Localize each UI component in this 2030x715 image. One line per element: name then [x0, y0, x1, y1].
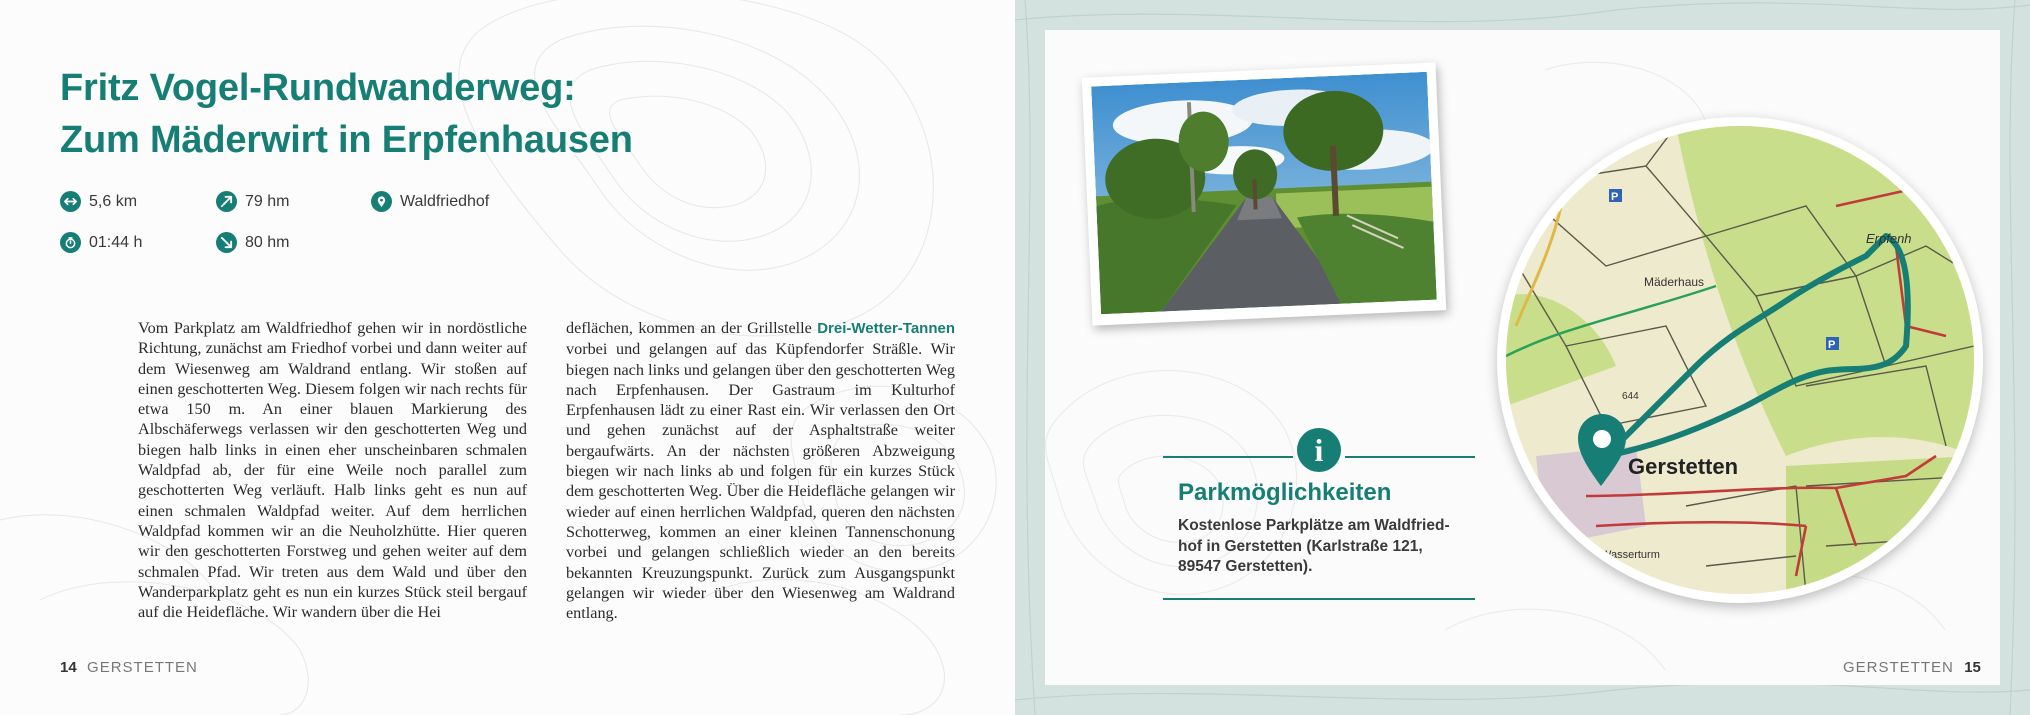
info-divider-right: [1345, 456, 1475, 458]
right-page-number: 15: [1964, 659, 1981, 676]
highlight-drei-wetter-tannen: Drei-Wetter-Tannen: [817, 320, 955, 337]
ascent-icon: [216, 191, 237, 212]
info-divider-bottom: [1163, 598, 1475, 600]
stat-descent-value: 80 hm: [245, 233, 290, 251]
stat-distance-value: 5,6 km: [89, 192, 138, 210]
route-map: [1497, 117, 1983, 603]
descent-icon: [216, 232, 237, 253]
body-column-2-end: vorbei und gelangen auf das Küpfendorfer Sträßle. Wir biegen nach links und gelangen über den geschotterten Weg nach Erpfenhausen. Der Gastraum im Kulturhof Erpfenhausen lädt zu einer Rast ein. Wir verlassen den Ort und gehen zunächst auf der Asphaltstraße weiter bergaufwärts. An der nächsten größeren Abzweigung biegen wir nach links ab und folgen für ein kurzes Stück dem geschotterten Weg. Über die Heidefläche gelangen wir wieder auf einen herrlichen Waldpfad, queren den nächsten Schotterweg, kommen an einer kleinen Tannenschonung vorbei und gelangen schließlich wieder an den bereits bekannten Kreuzungspunkt. Zurück zum Ausgangspunkt gelangen wir wieder über den Wiesenweg am Waldrand entlang.: [566, 340, 955, 623]
map-label-village: Erpfenh: [1866, 231, 1912, 246]
landscape-photo: [1082, 62, 1446, 325]
stat-descent: [216, 232, 289, 253]
stat-ascent-value: 79 hm: [245, 192, 290, 210]
stat-duration-value: 01:44 h: [89, 233, 143, 251]
distance-icon: [60, 191, 81, 212]
route-map-graphic: [1506, 126, 1974, 594]
map-label-tower: Wasserturm: [1601, 549, 1660, 561]
stat-start-value: Waldfriedhof: [400, 192, 490, 210]
body-column-1: Vom Parkplatz am Waldfriedhof gehen wir in nordöstliche Richtung, zunächst am Friedhof vorbei und dann weiter auf dem Wiesenweg am Waldrand entlang. Wir stoßen auf einen geschotterten Weg. Diesem folgen wir nach rechts für etwa 150 m. An einer blauen Markierung des Albschäferwegs verlassen wir den geschotterten Weg und biegen halb links in einen eher unscheinbaren schmalen Waldpfad ab, der für eine Weile noch parallel zum geschotterten Weg verläuft. Halb links geht es nun auf einen schmalen Waldpfad weiter. Auf dem herrlichen Waldpfad kommen wir an die Neuholzhütte. Hier queren wir den geschotterten Forstweg und gehen weiter auf dem schmalen Pfad. Wir treten aus dem Wald und über den Wanderparkplatz geht es nun ein kurzes Stück steil bergauf auf die Heidefläche. Wir wandern über die Hei: [138, 319, 527, 622]
stat-ascent: [216, 191, 289, 212]
map-label-elevation: 644: [1622, 391, 1639, 402]
map-parking-label-2: P: [1828, 339, 1836, 351]
map-label-town: Gerstetten: [1628, 454, 1739, 479]
map-parking-label-1: P: [1611, 191, 1619, 203]
stopwatch-icon: [60, 232, 81, 253]
info-text: Kostenlose Parkplätze am Waldfriedhof in Gerstetten (Karlstraße 121, 89547 Gerstetten).: [1178, 517, 1450, 575]
photo-image: [1091, 72, 1437, 314]
right-footer: [1843, 659, 1981, 676]
location-pin-icon: [371, 191, 392, 212]
stat-distance: [60, 191, 137, 212]
left-footer: [60, 659, 198, 676]
page-title: [60, 62, 633, 166]
map-label-house: Mäderhaus: [1644, 275, 1705, 289]
left-running-head: GERSTETTEN: [87, 659, 198, 676]
title-line-1: Fritz Vogel-Rundwanderweg:: [60, 67, 576, 109]
info-divider-left: [1163, 456, 1293, 458]
photo-scene-graphic: [1091, 72, 1437, 314]
info-icon: i: [1297, 428, 1341, 472]
info-title: Parkmöglichkeiten: [1178, 479, 1392, 506]
stat-start: [371, 191, 489, 212]
title-line-2: Zum Mäderwirt in Erpfenhausen: [60, 119, 633, 161]
body-column-2-start: deflächen, kommen an der Grillstelle: [566, 319, 818, 337]
body-column-2: [566, 318, 955, 623]
stat-duration: [60, 232, 142, 253]
left-page-number: 14: [60, 659, 77, 676]
right-running-head: GERSTETTEN: [1843, 659, 1954, 676]
